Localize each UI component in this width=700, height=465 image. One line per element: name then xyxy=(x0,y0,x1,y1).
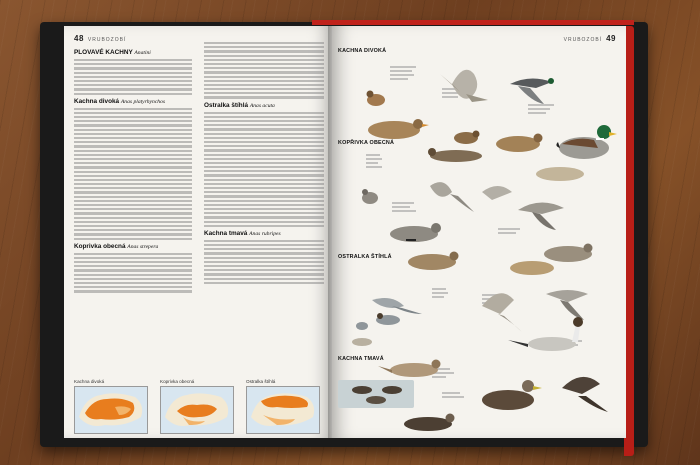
species-heading xyxy=(74,98,192,106)
plate-title: KOPŘIVKA OBECNÁ xyxy=(338,140,395,146)
map-label: Kachna divoká xyxy=(74,379,105,384)
text-column xyxy=(204,40,324,286)
species-heading xyxy=(204,230,324,238)
range-map xyxy=(246,379,318,432)
section-title: VRUBOZOBÍ xyxy=(563,37,603,43)
right-page xyxy=(332,26,626,438)
section-heading xyxy=(74,49,192,57)
body-text xyxy=(204,240,324,284)
duck-illustrations xyxy=(332,44,626,434)
species-heading xyxy=(74,243,192,251)
page-header xyxy=(560,34,616,43)
plate-title: KACHNA DIVOKÁ xyxy=(338,48,387,54)
species-latin: Anas strepera xyxy=(127,243,159,250)
species-latin: Anas acuta xyxy=(249,102,275,109)
duck-plate-art xyxy=(332,44,626,434)
heading-latin: Anatini xyxy=(134,50,151,56)
map-image xyxy=(160,386,234,434)
species-name: Koprivka obecná xyxy=(74,242,126,250)
map-image xyxy=(74,386,148,434)
species-name: Kachna tmavá xyxy=(204,229,248,237)
species-name: Kachna divoká xyxy=(74,97,120,105)
body-text xyxy=(74,108,192,240)
species-latin: Anas rubripes xyxy=(249,230,281,237)
text-column xyxy=(74,46,192,295)
book-cover-red-edge xyxy=(312,20,634,25)
range-maps xyxy=(74,379,324,434)
heading-text: PLOVAVÉ KACHNY xyxy=(74,49,133,56)
species-name: Ostralka štíhlá xyxy=(204,101,249,109)
map-label: Ostralka štíhlá xyxy=(246,379,276,384)
range-map xyxy=(160,379,232,432)
map-image xyxy=(246,386,320,434)
body-text xyxy=(74,253,192,293)
species-latin: Anas platyrhynchos xyxy=(120,98,166,105)
section-title: VRUBOZOBÍ xyxy=(87,37,127,43)
plate-title: KACHNA TMAVÁ xyxy=(338,356,384,362)
left-page xyxy=(64,26,332,438)
map-label: Koprivka obecná xyxy=(160,379,195,384)
page-number: 48 xyxy=(74,34,84,43)
body-text xyxy=(74,59,192,95)
species-heading xyxy=(204,102,324,110)
body-text xyxy=(204,112,324,227)
page-number: 49 xyxy=(606,34,616,43)
page-header xyxy=(74,34,130,43)
range-map xyxy=(74,379,146,432)
plate-title: OSTRALKA ŠTÍHLÁ xyxy=(338,254,392,260)
body-text xyxy=(204,42,324,99)
